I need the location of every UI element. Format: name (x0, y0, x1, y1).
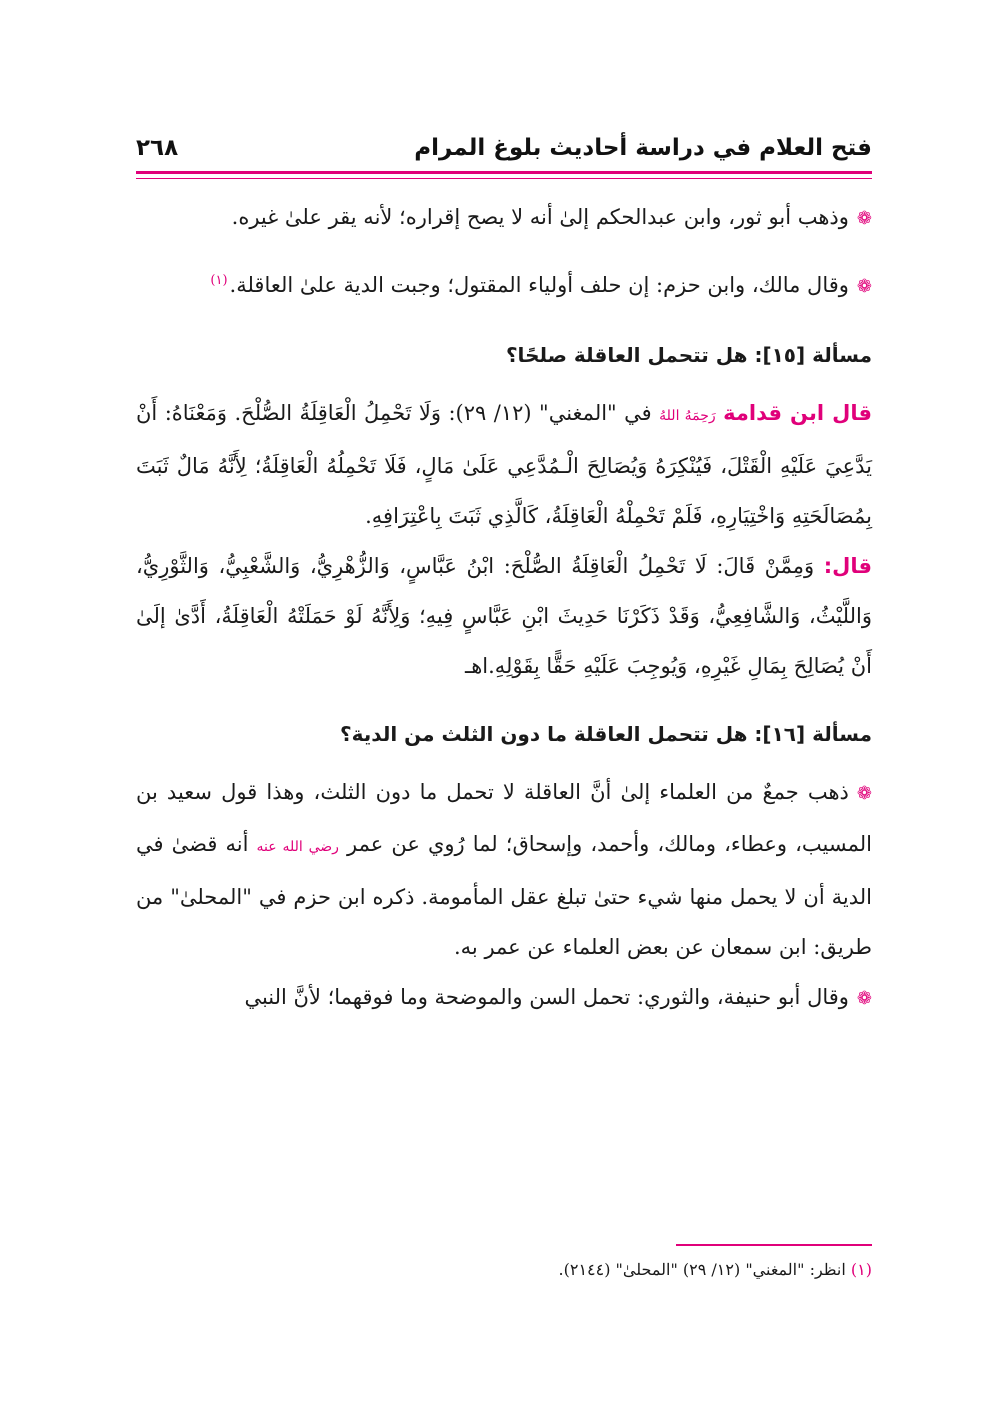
issue-heading-15: مسألة [١٥]: هل تتحمل العاقلة صلحًا؟ (505, 343, 872, 367)
paragraph-text: وَمِمَّنْ قَالَ: لَا تَحْمِلُ الْعَاقِلَةُ الصُّلْحَ: ابْنُ عَبَّاسٍ، وَالزُّهْرِيُّ، وَالشَّعْبِيُّ، وَالثَّوْرِيُّ، وَاللَّيْثُ، وَالشَّافِعِيُّ، وَقَدْ ذَكَرْنَا حَدِيثَ ابْنِ عَبَّاسٍ فِيهِ؛ وَلِأَنَّهُ لَوْ حَمَلَتْهُ الْعَاقِلَةُ، أَدَّىٰ إلَىٰ أَنْ يُصَالِحَ بِمَالِ غَيْرِهِ، وَيُوجِبَ عَلَيْهِ حَقًّا بِقَوْلِهِ.اهـ (136, 554, 872, 678)
honorific-glyph: رَحِمَهُ اللهُ (659, 408, 716, 424)
flower-ornament-icon: ❁ (856, 988, 872, 1009)
footnote-number: (١) (850, 1260, 872, 1279)
honorific-glyph: رضي الله عنه (256, 839, 339, 855)
paragraph-qala (136, 541, 872, 691)
footnote (136, 1258, 872, 1282)
header-rule-thin (136, 178, 872, 179)
footnote-reference[interactable]: (١) (210, 273, 228, 288)
flower-ornament-icon: ❁ (856, 783, 872, 804)
main-text (136, 192, 872, 1024)
quote-lead: قال ابن قدامة (723, 401, 872, 425)
footnote-separator (676, 1244, 872, 1246)
footnote-text: انظر: "المغني" (١٢/ ٢٩) "المحلىٰ" (٢١٤٤). (558, 1260, 846, 1279)
issue-heading-16: مسألة [١٦]: هل تتحمل العاقلة ما دون الثلث من الدية؟ (340, 722, 872, 746)
paragraph-malik (136, 256, 872, 312)
page-number: ٢٦٨ (136, 135, 179, 161)
paragraph-text: وقال أبو حنيفة، والثوري: تحمل السن والموضحة وما فوقهما؛ لأنَّ النبي (244, 985, 849, 1009)
flower-ornament-icon: ❁ (856, 208, 872, 229)
paragraph-text: أنه قضىٰ في الدية أن لا يحمل منها شيء حتىٰ تبلغ عقل المأمومة. ذكره ابن حزم في "المحلىٰ" من طريق: ابن سمعان عن بعض العلماء عن عمر به. (136, 832, 872, 959)
page-header (136, 128, 872, 168)
paragraph-text: وقال مالك، وابن حزم: إن حلف أولياء المقتول؛ وجبت الدية علىٰ العاقلة. (229, 273, 849, 297)
paragraph-abu-thawr (136, 192, 872, 244)
paragraph-text: ذهب جمعٌ من العلماء إلىٰ أنَّ العاقلة لا تحمل ما دون الثلث، وهذا قول سعيد بن المسيب، وعطاء، ومالك، وأحمد، وإسحاق؛ لما رُوي عن عمر (136, 780, 872, 856)
header-rule-thick (136, 171, 872, 174)
book-title: فتح العلام في دراسة أحاديث بلوغ المرام (414, 135, 872, 161)
paragraph-text: وذهب أبو ثور، وابن عبدالحكم إلىٰ أنه لا يصح إقراره؛ لأنه يقر علىٰ غيره. (231, 205, 849, 229)
quote-lead: قال: (823, 554, 873, 578)
paragraph-jam (136, 767, 872, 972)
paragraph-text: في "المغني" (١٢/ ٢٩): وَلَا تَحْمِلُ الْعَاقِلَةُ الصُّلْحَ. وَمَعْنَاهُ: أَنْ يَدَّعِيَ عَلَيْهِ الْقَتْلَ، فَيُنْكِرَهُ وَيُصَالِحَ الْـمُدَّعِي عَلَىٰ مَالٍ، فَلَا تَحْمِلُهُ الْعَاقِلَةُ؛ لِأَنَّهُ مَالٌ ثَبَتَ بِمُصَالَحَتِهِ وَاخْتِيَارِهِ، فَلَمْ تَحْمِلْهُ الْعَاقِلَةُ، كَالَّذِي ثَبَتَ بِاعْتِرَافِهِ. (136, 401, 872, 528)
paragraph-abu-hanifa (136, 972, 872, 1024)
flower-ornament-icon: ❁ (856, 276, 872, 297)
paragraph-ibn-qudama (136, 388, 872, 541)
